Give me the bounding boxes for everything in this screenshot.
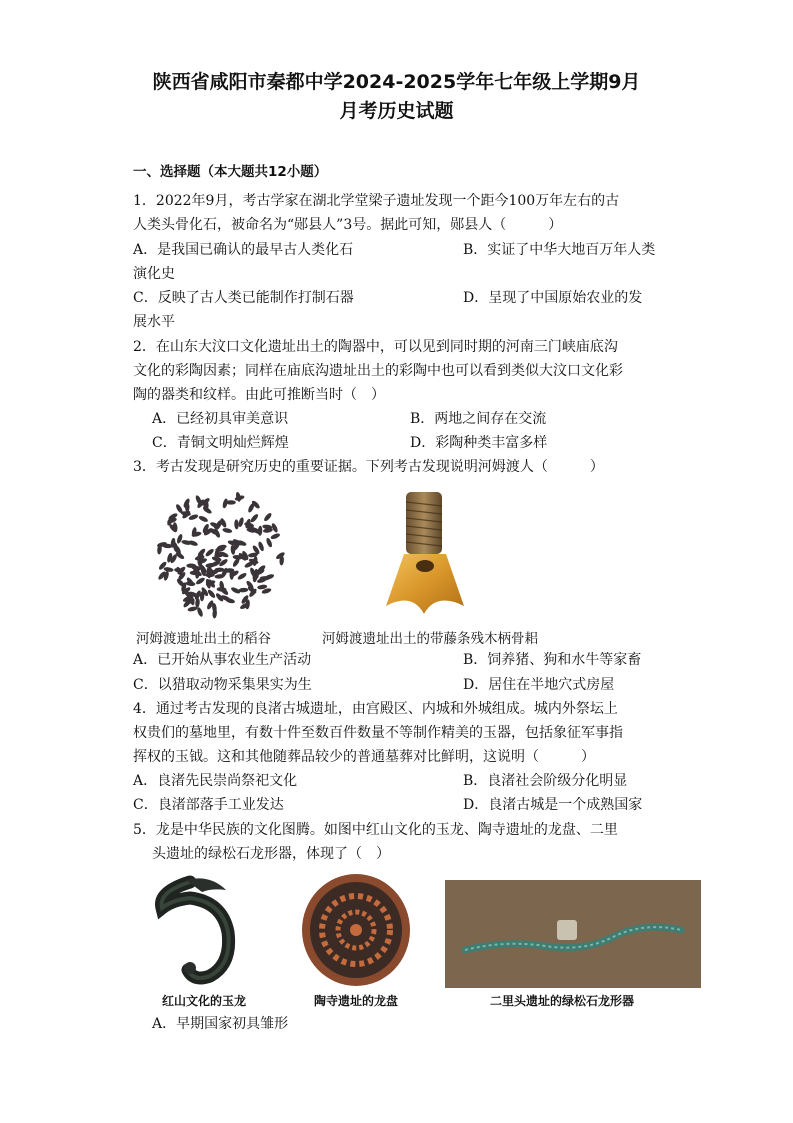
- rice-grain: [218, 551, 229, 559]
- rice-grain: [234, 519, 239, 529]
- q4-option-b[interactable]: B．良渚社会阶级分化明显: [463, 773, 628, 789]
- q2-option-b[interactable]: B．两地之间存在交流: [410, 411, 547, 427]
- rice-grain: [263, 512, 273, 522]
- rice-grain: [188, 539, 199, 546]
- rice-grain: [270, 532, 281, 540]
- page-title-line-1: 陕西省咸阳市秦都中学2024-2025学年七年级上学期9月: [152, 71, 641, 93]
- q4-option-a[interactable]: A．良渚先民崇尚祭祀文化: [133, 773, 298, 789]
- dragon-plate-image: [300, 872, 412, 987]
- rice-grain: [163, 567, 174, 573]
- q1-option-b-continued: 演化史: [133, 266, 175, 282]
- q2-option-c[interactable]: C．青铜文明灿烂辉煌: [152, 435, 289, 451]
- q4-stem-line-2: 权贵们的墓地里，有数十件至数百件数量不等制作精美的玉器，包括象征军事指: [133, 725, 623, 741]
- q1-option-d[interactable]: D．呈现了中国原始农业的发: [463, 290, 643, 306]
- q1-option-c[interactable]: C．反映了古人类已能制作打制石器: [133, 290, 354, 306]
- rice-grain: [222, 527, 233, 534]
- q5-option-a[interactable]: A．早期国家初具雏形: [152, 1016, 289, 1032]
- q3-option-a[interactable]: A．已开始从事农业生产活动: [133, 652, 312, 668]
- q5-image-2-caption: 陶寺遗址的龙盘: [314, 994, 399, 1008]
- q2-stem-line-3: 陶的器类和纹样。由此可推断当时（ ）: [133, 387, 385, 403]
- q5-image-3-caption: 二里头遗址的绿松石龙形器: [490, 994, 635, 1008]
- q4-stem-line-1: 4．通过考古发现的良渚古城遗址，由宫殿区、内城和外城组成。城内外祭坛上: [133, 701, 618, 717]
- jade-dragon-image: [150, 872, 250, 988]
- q4-option-c[interactable]: C．良渚部落手工业发达: [133, 797, 284, 813]
- q3-image-1-caption: 河姆渡遗址出土的稻谷: [136, 631, 271, 647]
- q3-option-c[interactable]: C．以猎取动物采集果实为生: [133, 677, 312, 693]
- page-title-line-2: 月考历史试题: [339, 100, 454, 122]
- bone-spade-image: [376, 488, 476, 618]
- q3-option-b[interactable]: B．饲养猪、狗和水牛等家畜: [463, 652, 642, 668]
- rice-grain: [258, 526, 263, 536]
- q4-stem-line-3: 挥权的玉钺。这和其他随葬品较少的普通墓葬对比鲜明，这说明（ ）: [133, 749, 595, 765]
- turquoise-dragon-image: [445, 880, 701, 988]
- rice-grain: [204, 548, 214, 558]
- rice-grains-image: [140, 488, 300, 623]
- q2-option-a[interactable]: A．已经初具审美意识: [152, 411, 289, 427]
- rice-grain: [207, 589, 217, 599]
- q5-stem-line-1: 5．龙是中华民族的文化图腾。如图中红山文化的玉龙、陶寺遗址的龙盘、二里: [133, 822, 618, 838]
- q2-stem-line-2: 文化的彩陶因素；同样在庙底沟遗址出土的彩陶中也可以看到类似大汶口文化彩: [133, 363, 623, 379]
- q1-stem-line-1: 1．2022年9月，考古学家在湖北学堂梁子遗址发现一个距今100万年左右的古: [133, 193, 620, 209]
- q5-stem-line-2: 头遗址的绿松石龙形器，体现了（ ）: [152, 846, 390, 862]
- q5-image-1-caption: 红山文化的玉龙: [162, 994, 247, 1008]
- q1-option-a[interactable]: A．是我国已确认的最早古人类化石: [133, 242, 354, 258]
- rice-grain: [237, 572, 248, 581]
- rice-grain: [198, 515, 209, 523]
- q3-option-d[interactable]: D．居住在半地穴式房屋: [463, 677, 615, 693]
- rice-grain: [249, 513, 259, 523]
- q1-option-b[interactable]: B．实证了中华大地百万年人类: [463, 242, 656, 258]
- q4-option-d[interactable]: D．良渚古城是一个成熟国家: [463, 797, 643, 813]
- q1-stem-line-2: 人类头骨化石，被命名为“郧县人”3号。据此可知，郧县人（ ）: [133, 217, 563, 233]
- q2-stem-line-1: 2．在山东大汶口文化遗址出土的陶器中，可以见到同时期的河南三门峡庙底沟: [133, 339, 618, 355]
- q2-option-d[interactable]: D．彩陶种类丰富多样: [410, 435, 548, 451]
- q1-option-d-continued: 展水平: [133, 314, 175, 330]
- q3-image-2-caption: 河姆渡遗址出土的带藤条残木柄骨耜: [322, 631, 538, 647]
- section-heading: 一、选择题（本大题共12小题）: [133, 164, 328, 180]
- rice-grain: [252, 556, 258, 567]
- rice-grain: [205, 573, 215, 577]
- q3-stem: 3．考古发现是研究历史的重要证据。下列考古发现说明河姆渡人（ ）: [133, 459, 604, 475]
